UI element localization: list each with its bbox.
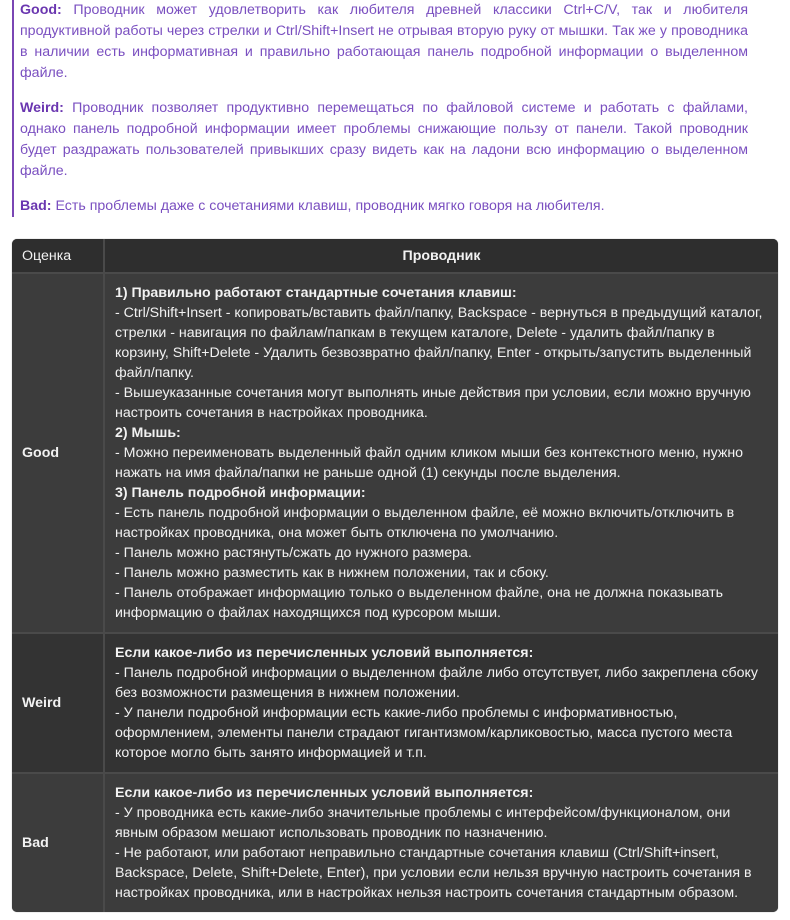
summary-bad <box>20 196 748 217</box>
criteria-table-wrapper <box>12 239 778 912</box>
grade-cell: Good <box>12 273 104 633</box>
section-heading: 2) Мышь: <box>115 425 181 441</box>
summary-good <box>20 0 748 84</box>
summary-bad-label: Bad: <box>20 198 52 214</box>
summary-good-text: Проводник может удовлетворить как любителя древней классики Ctrl+C/V, так и любителя продуктивной работы через стрелки и Ctrl/Shift+Insert не отрывая вторую руку от мышки. Так же у проводника в наличии есть информативная и правильно работающая панель подробной информации о выделенном файле. <box>20 2 748 81</box>
criteria-line: - Панель можно растянуть/сжать до нужного размера. <box>115 545 472 561</box>
criteria-line: - Есть панель подробной информации о выделенном файле, её можно включить/отключить в настройках проводника, она может быть отключена по умолчанию. <box>115 505 735 541</box>
criteria-line: - Панель подробной информации о выделенном файле либо отсутствует, либо закреплена сбоку без возможности размещения в нижнем положении. <box>115 665 758 701</box>
summary-weird <box>20 98 748 182</box>
description-cell <box>104 773 778 912</box>
section-heading: 1) Правильно работают стандартные сочетания клавиш: <box>115 285 517 301</box>
header-explorer: Проводник <box>104 239 778 273</box>
summary-bad-text: Есть проблемы даже с сочетаниями клавиш, проводник мягко говоря на любителя. <box>51 198 605 214</box>
criteria-line: - Вышеуказанные сочетания могут выполнять иные действия при условии, если можно вручную настроить сочетания в настройках проводника. <box>115 385 751 421</box>
table-row-good <box>12 273 778 633</box>
criteria-line: - Панель можно разместить как в нижнем положении, так и сбоку. <box>115 565 549 581</box>
criteria-line: - Не работают, или работают неправильно стандартные сочетания клавиш (Ctrl/Shift+insert, Backspace, Delete, Shift+Delete, Enter), при условии если нельзя вручную настроить сочетания в настройках проводника, или в настройках нельзя настроить сочетания стандартным образом. <box>115 845 752 901</box>
section-heading: Если какое-либо из перечисленных условий выполняется: <box>115 785 534 801</box>
summary-weird-label: Weird: <box>20 100 64 116</box>
criteria-line: - Ctrl/Shift+Insert - копировать/вставить файл/папку, Backspace - вернуться в предыдущий каталог, стрелки - навигация по файлам/папкам в текущем каталоге, Delete - удалить файл/папку в корзину, Shift+Delete - Удалить безвозвратно файл/папку, Enter - открыть/запустить выделенный файл/папку. <box>115 305 763 381</box>
table-header-row <box>12 239 778 273</box>
criteria-table <box>12 239 778 912</box>
table-row-weird <box>12 633 778 773</box>
criteria-line: - У панели подробной информации есть какие-либо проблемы с информативностью, оформлением, элементы панели страдают гигантизмом/карликовостью, масса пустого места которое могло быть занято информацией и т.п. <box>115 705 733 761</box>
summary-weird-text: Проводник позволяет продуктивно перемещаться по файловой системе и работать с файлами, однако панель подробной информации имеет проблемы снижающие пользу от панели. Такой проводник будет раздражать пользователей привыкших сразу видеть как на ладони всю информацию о выделенном файле. <box>20 100 748 179</box>
section-heading: 3) Панель подробной информации: <box>115 485 366 501</box>
description-cell <box>104 633 778 773</box>
summary-good-label: Good: <box>20 2 62 18</box>
criteria-line: - Панель отображает информацию только о выделенном файле, она не должна показывать информацию о файлах находящихся под курсором мыши. <box>115 585 723 621</box>
grade-cell: Bad <box>12 773 104 912</box>
grade-cell: Weird <box>12 633 104 773</box>
table-row-bad <box>12 773 778 912</box>
criteria-line: - Можно переименовать выделенный файл одним кликом мыши без контекстного меню, нужно нажать на имя файла/папки не раньше одной (1) секунды после выделения. <box>115 445 744 481</box>
description-cell <box>104 273 778 633</box>
header-grade: Оценка <box>12 239 104 273</box>
criteria-line: - У проводника есть какие-либо значительные проблемы с интерфейсом/функционалом, они явным образом мешают использовать проводник по назначению. <box>115 805 731 841</box>
section-heading: Если какое-либо из перечисленных условий выполняется: <box>115 645 534 661</box>
grade-summary-blockquote <box>12 0 748 217</box>
